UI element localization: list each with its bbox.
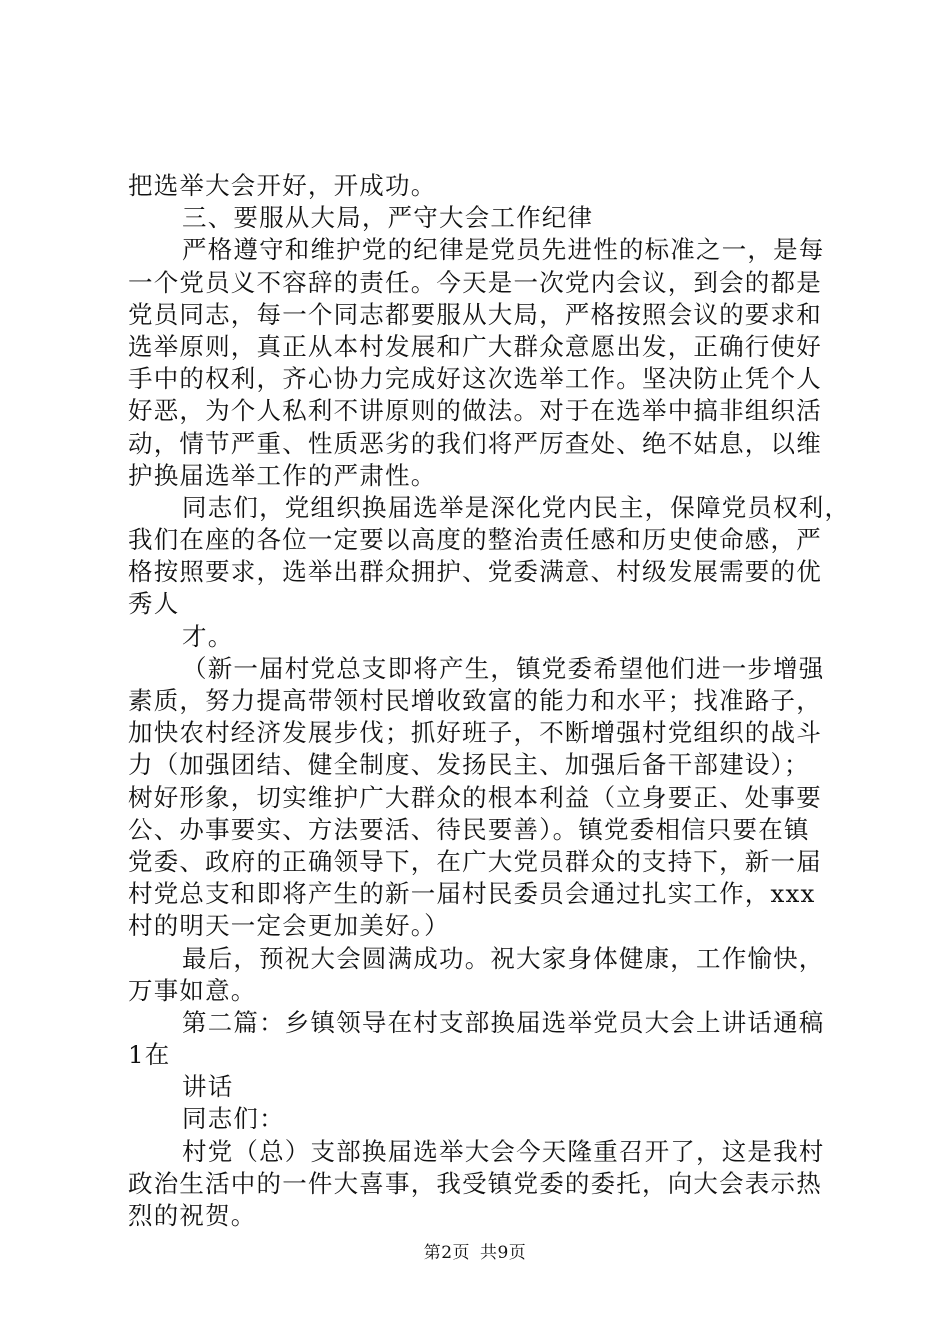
text-line: （新一届村党总支即将产生，镇党委希望他们进一步增强 [182, 653, 825, 683]
text-line: 好恶，为个人私利不讲原则的做法。对于在选举中搞非组织活 [128, 396, 822, 426]
text-line: 1在 [128, 1040, 171, 1070]
text-line: 党员同志，每一个同志都要服从大局，严格按照会议的要求和 [128, 299, 822, 329]
text-line: 党委、政府的正确领导下，在广大党员群众的支持下，新一届 [128, 846, 822, 876]
text-line: 同志们，党组织换届选举是深化党内民主，保障党员权利， [182, 492, 851, 522]
page-total: 共9页 [479, 1243, 527, 1263]
text-line: 素质，努力提高带领村民增收致富的能力和水平；找准路子， [128, 686, 822, 715]
text-line: 树好形象，切实维护广大群众的根本利益（立身要正、处事要 [128, 782, 822, 812]
text-line: 手中的权利，齐心协力完成好这次选举工作。坚决防止凭个人 [128, 364, 822, 394]
page-number: 第2页 [423, 1243, 471, 1263]
text-line: 第二篇：乡镇领导在村支部换届选举党员大会上讲话通稿 [182, 1007, 825, 1037]
text-line: 选举原则，真正从本村发展和广大群众意愿出发，正确行使好 [128, 331, 822, 361]
text-line: 政治生活中的一件大喜事，我受镇党委的委托，向大会表示热 [128, 1168, 822, 1198]
text-line: 烈的祝贺。 [128, 1201, 257, 1230]
text-line: 动，情节严重、性质恶劣的我们将严厉查处、绝不姑息，以维 [128, 428, 822, 458]
text-line: 三、要服从大局，严守大会工作纪律 [182, 203, 594, 233]
text-line: 格按照要求，选举出群众拥护、党委满意、村级发展需要的优 [128, 557, 822, 587]
text-line: 护换届选举工作的严肃性。 [128, 460, 437, 490]
text-line: 力（加强团结、健全制度、发扬民主、加强后备干部建设）； [128, 750, 810, 780]
text-line: 一个党员义不容辞的责任。今天是一次党内会议，到会的都是 [128, 267, 822, 297]
text-line: 加快农村经济发展步伐；抓好班子，不断增强村党组织的战斗 [128, 718, 822, 748]
text-line: 把选举大会开好，开成功。 [128, 171, 437, 200]
text-line: 最后，预祝大会圆满成功。祝大家身体健康，工作愉快， [182, 943, 825, 973]
page-footer [0, 1238, 950, 1263]
text-line: 公、办事要实、方法要活、待民要善）。镇党委相信只要在镇 [128, 814, 810, 844]
text-line: 讲话 [182, 1072, 234, 1102]
text-line: 村党总支和即将产生的新一届村民委员会通过扎实工作，xxx [128, 879, 816, 909]
text-line: 村的明天一定会更加美好。） [128, 911, 450, 941]
document-body [128, 170, 851, 1232]
text-line: 村党（总）支部换届选举大会今天隆重召开了，这是我村 [182, 1136, 825, 1166]
text-line: 才。 [182, 621, 234, 651]
text-line: 秀人 [128, 589, 180, 619]
text-line: 万事如意。 [128, 975, 257, 1005]
text-line: 我们在座的各位一定要以高度的整治责任感和历史使命感，严 [128, 525, 822, 555]
text-line: 严格遵守和维护党的纪律是党员先进性的标准之一，是每 [182, 235, 825, 265]
text-line: 同志们： [182, 1104, 285, 1134]
